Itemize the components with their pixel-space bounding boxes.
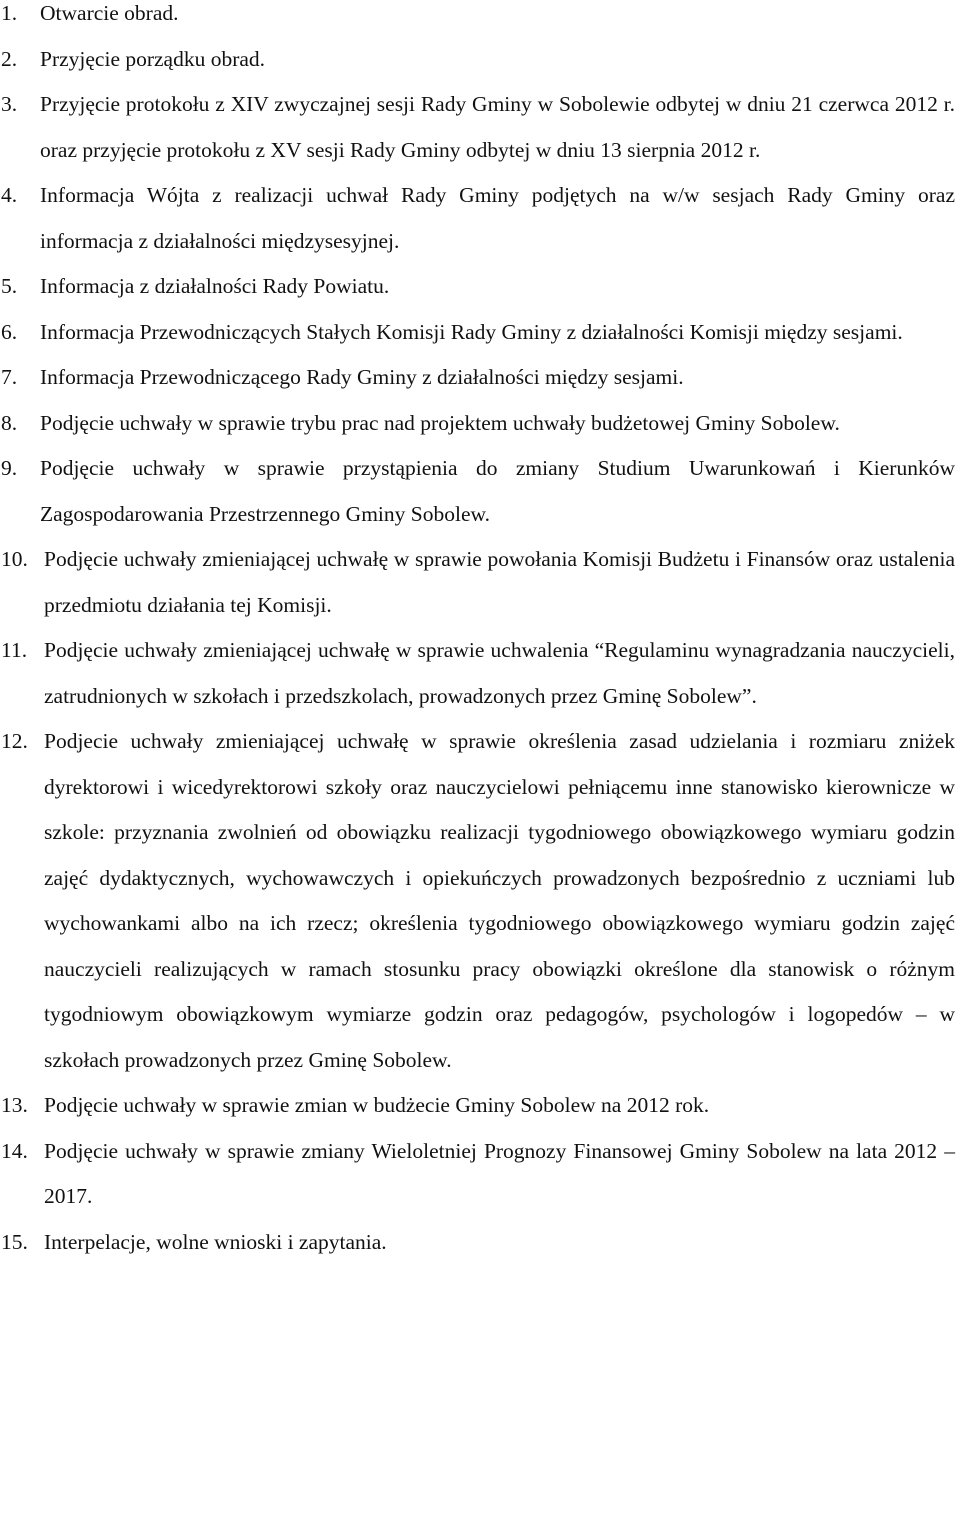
agenda-item-number: 11. bbox=[1, 638, 28, 662]
agenda-item-text: Informacja Wójta z realizacji uchwał Rady Gminy podjętych na w/w sesjach Rady Gminy oraz informacja z działalności międzysesyjnej. bbox=[40, 183, 955, 253]
agenda-item-text: Podjecie uchwały zmieniającej uchwałę w sprawie określenia zasad udzielania i rozmiaru zniżek dyrektorowi i wicedyrektorowi szkoły oraz nauczycielowi pełniącemu inne stanowisko kierownicze w szkole: przyznania zwolnień od obowiązku realizacji tygodniowego obowiązkowego wymiaru godzin zajęć dydaktycznych, wychowawczych i opiekuńczych prowadzonych bezpośrednio z uczniami lub wychowankami albo na ich rzecz; określenia tygodniowego obowiązkowego wymiaru godzin zajęć nauczycieli realizujących w ramach stosunku pracy obowiązki określone dla stanowisk o różnym tygodniowym obowiązkowym wymiarze godzin oraz pedagogów, psychologów i logopedów – w szkołach prowadzonych przez Gminę Sobolew. bbox=[44, 729, 955, 1072]
agenda-item-number: 3. bbox=[1, 92, 18, 116]
agenda-item-number: 6. bbox=[1, 319, 18, 344]
agenda-item-text: Podjęcie uchwały w sprawie zmian w budżecie Gminy Sobolew na 2012 rok. bbox=[44, 1093, 710, 1117]
agenda-item bbox=[0, 628, 955, 719]
agenda-item-text: Podjęcie uchwały zmieniającej uchwałę w sprawie uchwalenia “Regulaminu wynagradzania nauczycieli, zatrudnionych w szkołach i przedszkolach, prowadzonych przez Gminę Sobolew”. bbox=[44, 638, 955, 708]
agenda-item-number: 7. bbox=[1, 365, 18, 389]
agenda-item-number: 10. bbox=[1, 547, 28, 571]
agenda-item bbox=[0, 173, 955, 264]
agenda-item bbox=[0, 310, 955, 356]
agenda-item-text: Informacja Przewodniczącego Rady Gminy z działalności między sesjami. bbox=[40, 365, 684, 389]
agenda-item bbox=[0, 401, 955, 447]
agenda-item-text: Interpelacje, wolne wnioski i zapytania. bbox=[44, 1229, 387, 1254]
agenda-item bbox=[0, 719, 955, 1083]
agenda-item bbox=[0, 0, 955, 37]
agenda-item-number: 1. bbox=[1, 1, 18, 25]
agenda-item-number: 13. bbox=[1, 1093, 28, 1117]
agenda-item-text: Otwarcie obrad. bbox=[40, 1, 179, 25]
agenda-item-text: Informacja Przewodniczących Stałych Komisji Rady Gminy z działalności Komisji między sesjami. bbox=[40, 319, 903, 344]
agenda-item-text: Przyjęcie protokołu z XIV zwyczajnej sesji Rady Gminy w Sobolewie odbytej w dniu 21 czerwca 2012 r. oraz przyjęcie protokołu z XV sesji Rady Gminy odbytej w dniu 13 sierpnia 2012 r. bbox=[40, 92, 955, 162]
agenda-item-text: Przyjęcie porządku obrad. bbox=[40, 46, 266, 71]
agenda-item-number: 4. bbox=[1, 183, 18, 207]
agenda-item bbox=[0, 1129, 955, 1220]
agenda-item bbox=[0, 1220, 955, 1266]
agenda-item-number: 12. bbox=[1, 729, 28, 753]
agenda-item-number: 2. bbox=[1, 46, 18, 71]
agenda-item bbox=[0, 537, 955, 628]
agenda-item bbox=[0, 264, 955, 310]
agenda-item bbox=[0, 1083, 955, 1129]
agenda-item bbox=[0, 446, 955, 537]
agenda-item bbox=[0, 82, 955, 173]
agenda-item-text: Podjęcie uchwały w sprawie trybu prac nad projektem uchwały budżetowej Gminy Sobolew. bbox=[40, 410, 840, 435]
agenda-item-text: Podjęcie uchwały w sprawie przystąpienia do zmiany Studium Uwarunkowań i Kierunków Zagospodarowania Przestrzennego Gminy Sobolew. bbox=[40, 456, 955, 526]
agenda-item-number: 5. bbox=[1, 274, 18, 298]
agenda-item-number: 8. bbox=[1, 410, 18, 435]
agenda-item bbox=[0, 37, 955, 83]
agenda-item-number: 14. bbox=[1, 1138, 28, 1163]
agenda-item bbox=[0, 355, 955, 401]
agenda-item-text: Podjęcie uchwały w sprawie zmiany Wieloletniej Prognozy Finansowej Gminy Sobolew na lata 2012 – 2017. bbox=[44, 1138, 955, 1208]
agenda-item-number: 15. bbox=[1, 1229, 28, 1254]
agenda-item-number: 9. bbox=[1, 456, 18, 480]
agenda-item-text: Informacja z działalności Rady Powiatu. bbox=[40, 274, 390, 298]
agenda-item-text: Podjęcie uchwały zmieniającej uchwałę w sprawie powołania Komisji Budżetu i Finansów oraz ustalenia przedmiotu działania tej Komisji. bbox=[44, 547, 955, 617]
